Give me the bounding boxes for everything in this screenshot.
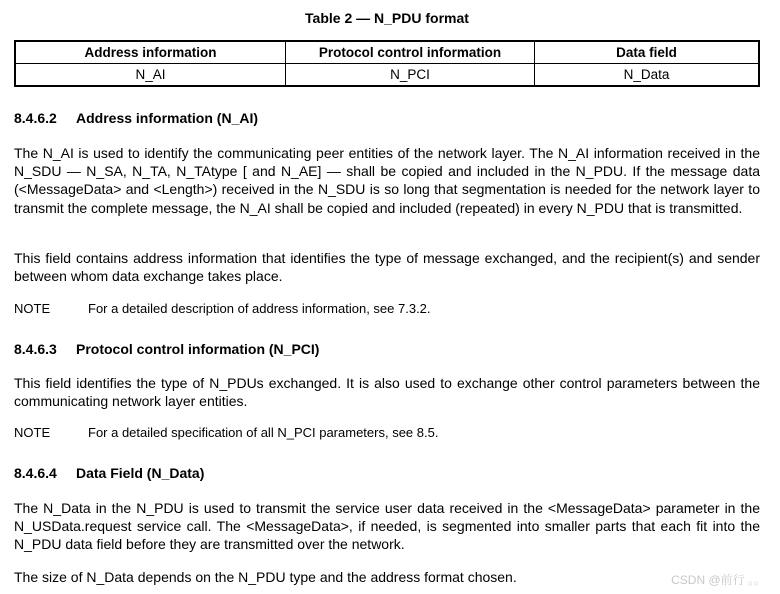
- cell-n-data: N_Data: [535, 64, 760, 87]
- note-protocol-control-information: [14, 425, 438, 440]
- watermark: CSDN @前行 。。: [671, 573, 766, 587]
- section-number: 8.4.6.3: [14, 341, 57, 357]
- paragraph-address-field-contents: This field contains address information that identifies the type of message exchanged, and the recipient(s) and sender between whom data exchange takes place.: [14, 250, 760, 285]
- section-number: 8.4.6.4: [14, 465, 57, 481]
- cell-n-pci: N_PCI: [286, 64, 535, 87]
- section-heading-protocol-control-information: [14, 341, 319, 357]
- table-header-row: [15, 41, 759, 64]
- paragraph-n-pci-usage: This field identifies the type of N_PDUs exchanged. It is also used to exchange other control parameters between the communicating network layer entities.: [14, 375, 760, 410]
- paragraph-n-data-usage: The N_Data in the N_PDU is used to transmit the service user data received in the <MessageData> parameter in the N_USData.request service call. The <MessageData>, if needed, is segmented into smaller parts that each fit into the N_PDU data field before they are transmitted over the network.: [14, 500, 760, 553]
- cell-n-ai: N_AI: [15, 64, 286, 87]
- paragraph-n-ai-usage: The N_AI is used to identify the communicating peer entities of the network layer. The N_AI information received in the N_SDU — N_SA, N_TA, N_TAtype [ and N_AE] — shall be copied and included in the N_PDU. If the message data (<MessageData> and <Length>) received in the N_SDU is so long that segmentation is needed for the network layer to transmit the complete message, the N_AI shall be copied and included (repeated) in every N_PDU that is transmitted.: [14, 145, 760, 216]
- section-heading-data-field: [14, 465, 204, 481]
- note-text: For a detailed description of address information, see 7.3.2.: [88, 301, 431, 316]
- section-title: Data Field (N_Data): [76, 465, 205, 481]
- note-address-information: [14, 301, 431, 316]
- section-title: Protocol control information (N_PCI): [76, 341, 320, 357]
- note-label: NOTE: [14, 425, 51, 440]
- section-heading-address-information: [14, 110, 258, 126]
- note-text: For a detailed specification of all N_PCI parameters, see 8.5.: [88, 425, 439, 440]
- section-title: Address information (N_AI): [76, 110, 259, 126]
- header-data-field: Data field: [535, 41, 760, 64]
- table-title: Table 2 — N_PDU format: [305, 10, 469, 26]
- note-label: NOTE: [14, 301, 51, 316]
- npdu-format-table: [14, 40, 760, 87]
- section-number: 8.4.6.2: [14, 110, 57, 126]
- table-row: [15, 64, 759, 87]
- paragraph-n-data-size: The size of N_Data depends on the N_PDU type and the address format chosen.: [14, 569, 517, 585]
- header-address-information: Address information: [15, 41, 286, 64]
- header-protocol-control-information: Protocol control information: [286, 41, 535, 64]
